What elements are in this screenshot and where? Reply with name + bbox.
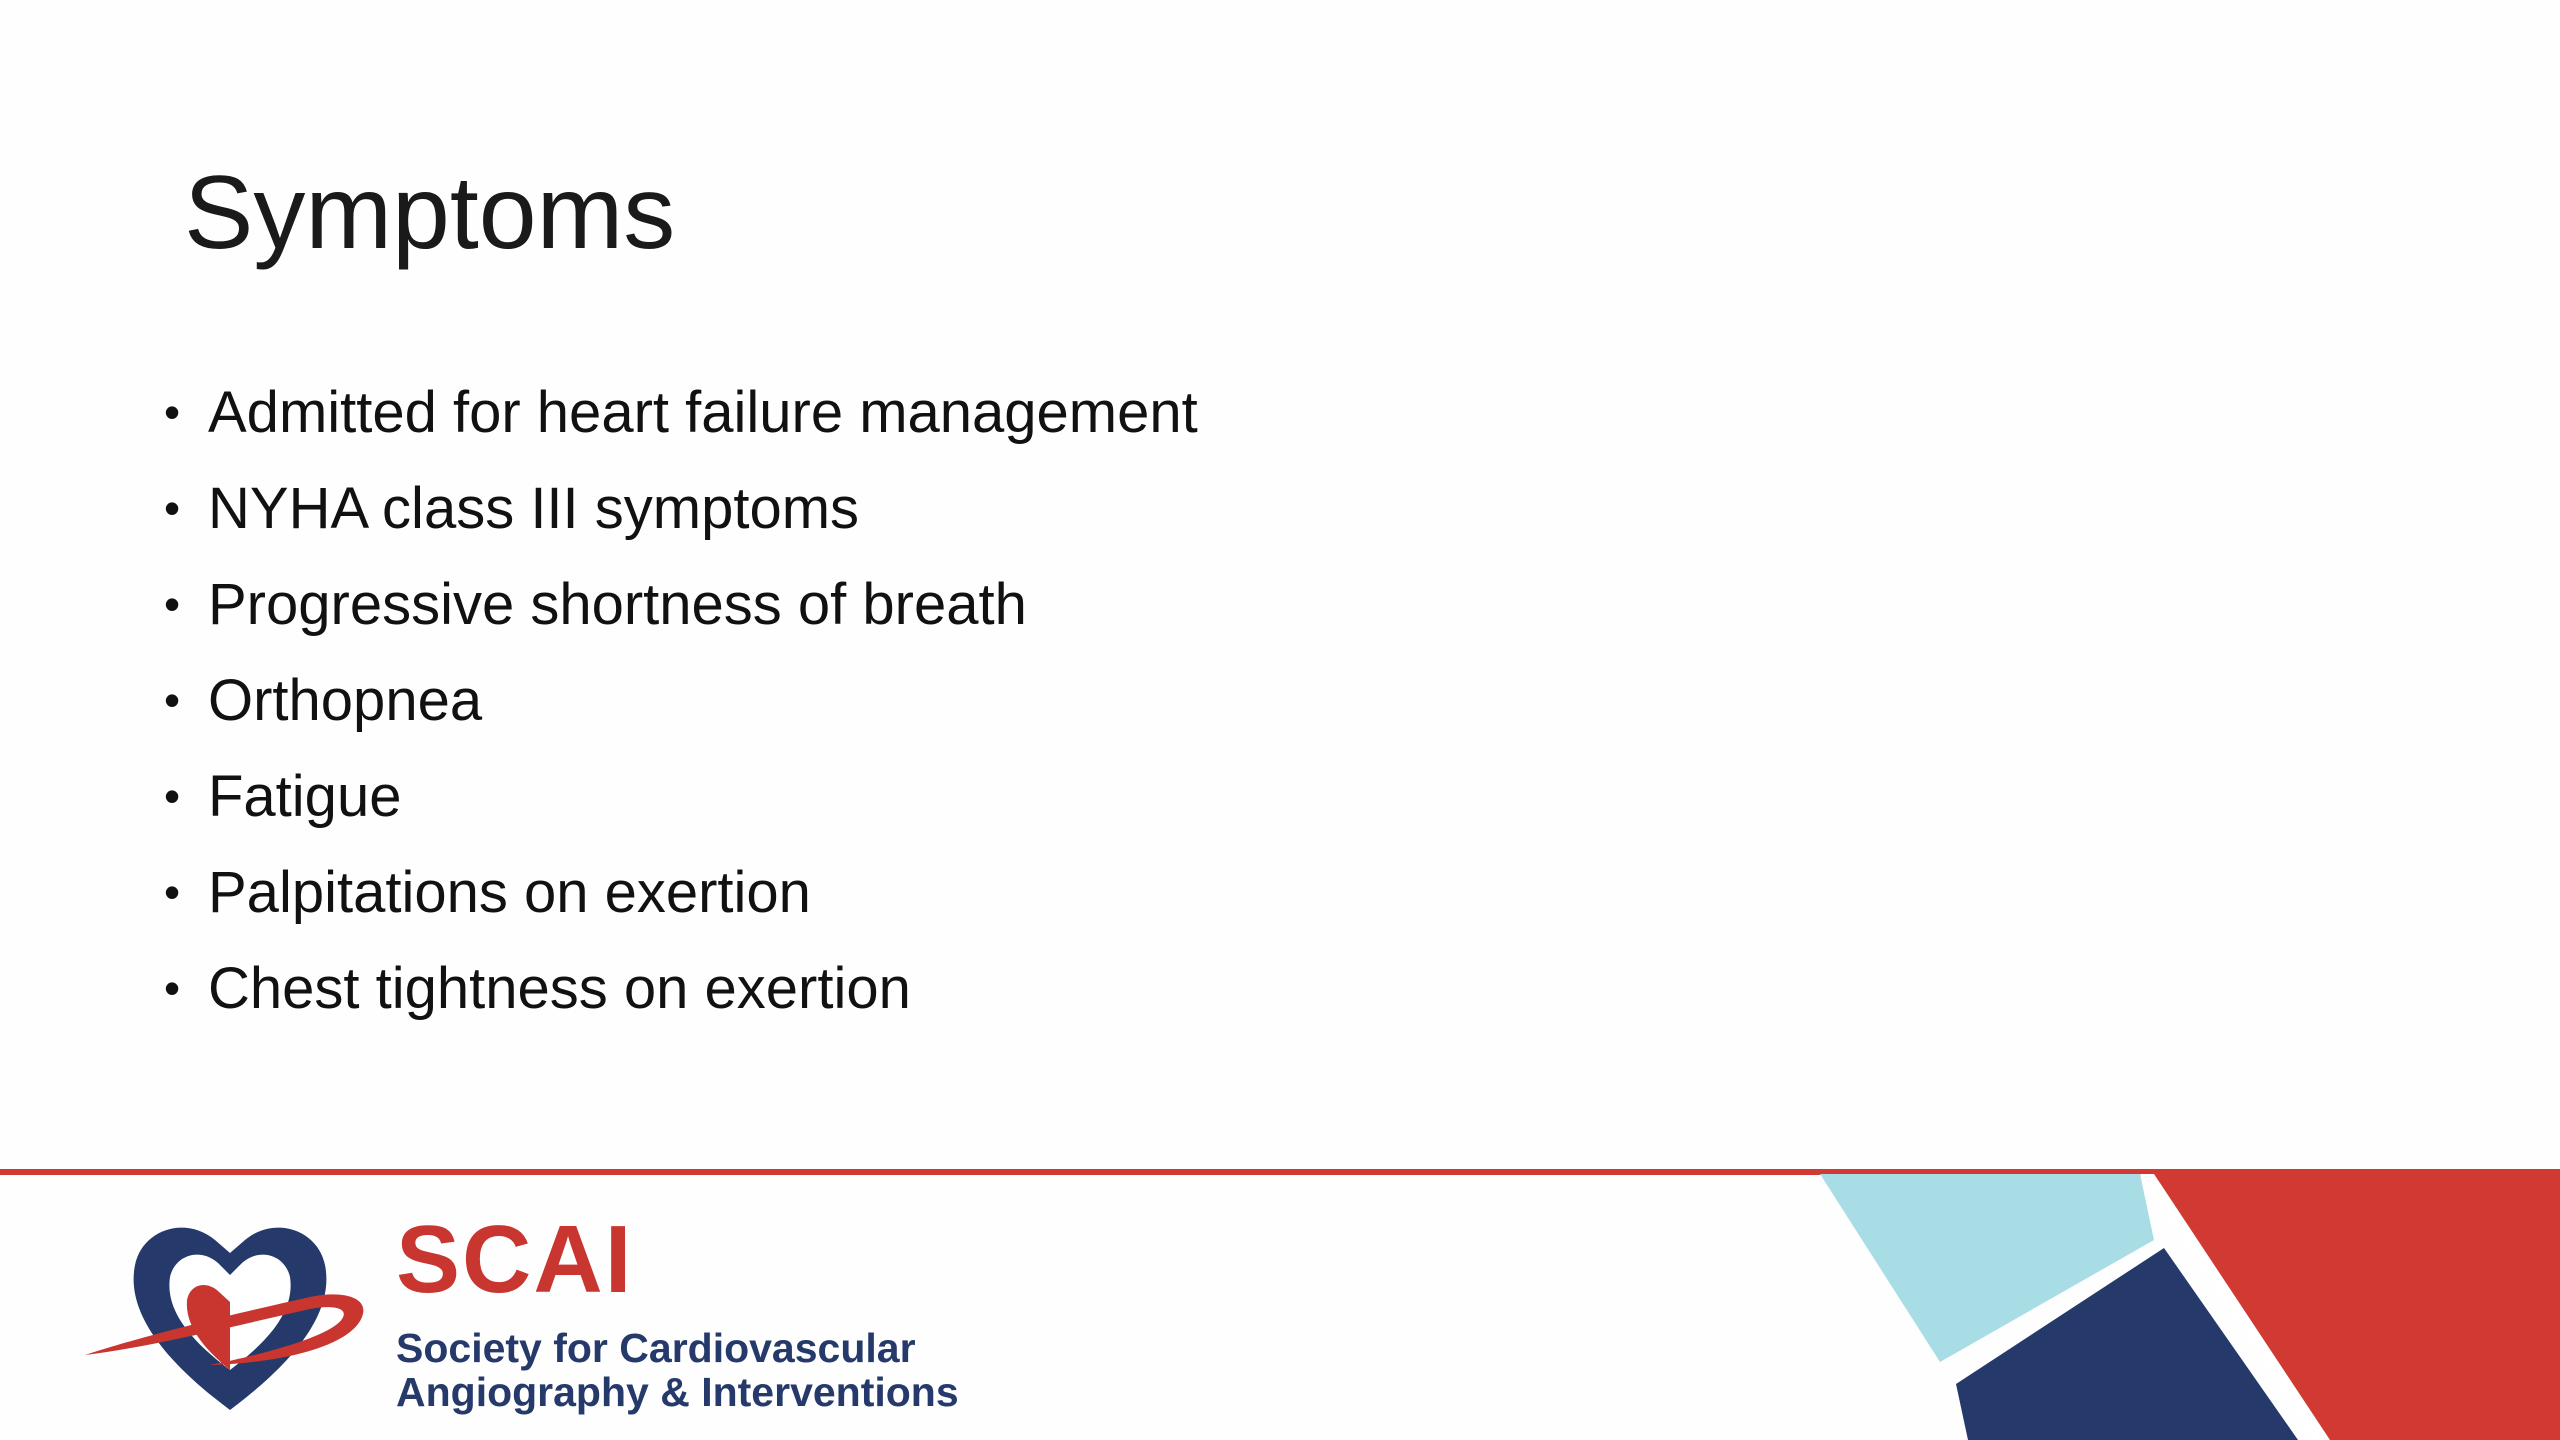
footer-divider — [0, 1169, 2560, 1175]
bullet-glyph: • — [164, 866, 181, 918]
bullet-text: Fatigue — [208, 763, 402, 829]
bullet-text: Orthopnea — [208, 667, 483, 733]
bullet-text: NYHA class III symptoms — [208, 475, 860, 541]
bullet-glyph: • — [164, 482, 181, 534]
logo-name-line-2: Angiography & Interventions — [396, 1369, 959, 1415]
bullet-text: Palpitations on exertion — [208, 859, 811, 925]
bullet-item — [164, 844, 1198, 940]
corner-white-gap — [2140, 1174, 2330, 1440]
logo-acronym: SCAI — [396, 1206, 634, 1313]
bullet-glyph: • — [164, 578, 181, 630]
bullet-text: Admitted for heart failure management — [208, 379, 1198, 445]
bullet-glyph: • — [164, 386, 181, 438]
bullet-item — [164, 652, 1198, 748]
bullet-item — [164, 940, 1198, 1036]
bullet-list — [164, 364, 1198, 1036]
slide-title: Symptoms — [184, 155, 676, 271]
bullet-glyph: • — [164, 770, 181, 822]
bullet-item — [164, 460, 1198, 556]
scai-logo — [80, 1205, 980, 1425]
corner-navy-block — [1956, 1248, 2298, 1440]
corner-light-blue-block — [1820, 1174, 2154, 1362]
bullet-item — [164, 556, 1198, 652]
logo-name-line-1: Society for Cardiovascular — [396, 1325, 916, 1371]
bullet-text: Progressive shortness of breath — [208, 571, 1027, 637]
bullet-item — [164, 364, 1198, 460]
heart-logo-icon — [80, 1205, 380, 1425]
bullet-text: Chest tightness on exertion — [208, 955, 911, 1021]
bullet-item — [164, 748, 1198, 844]
corner-red-block — [2146, 1174, 2560, 1440]
bullet-glyph: • — [164, 962, 181, 1014]
bullet-glyph: • — [164, 674, 181, 726]
